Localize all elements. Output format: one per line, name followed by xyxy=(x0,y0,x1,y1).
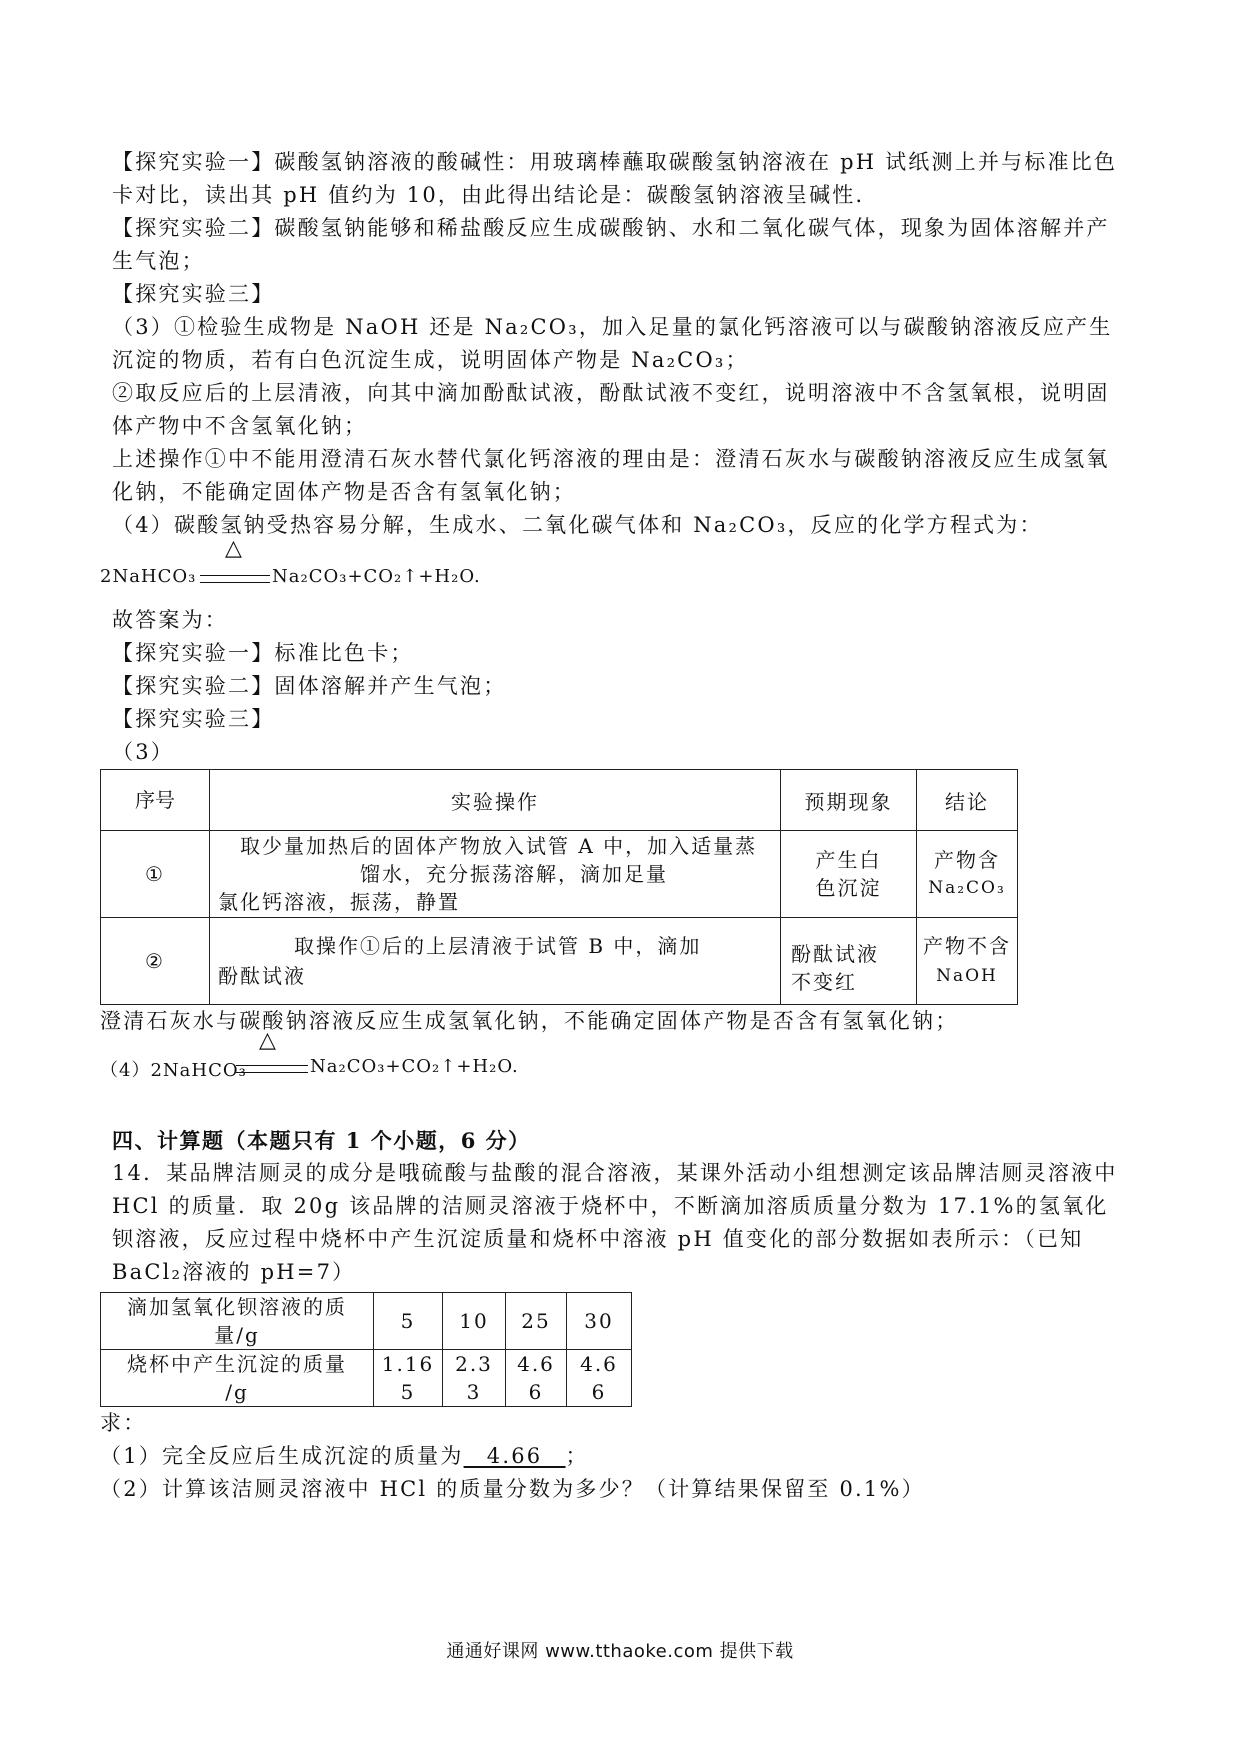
answer-q3-label: （3） xyxy=(112,740,174,764)
header-phenomenon: 预期现象 xyxy=(781,770,917,831)
paragraph-experiment-3-heading: 【探究实验三】 xyxy=(112,282,275,306)
question-14: 14．某品牌洁厕灵的成分是哦硫酸与盐酸的混合溶液，某课外活动小组想测定该品牌洁厕灵溶液中 HCl 的质量．取 20g 该品牌的洁厕灵溶液于烧杯中，不断滴加溶质质量分数为 17.1%的氢氧化钡溶液，反应过程中烧杯中产生沉淀质量和烧杯中溶液 pH 值变化的部分数据如表所示：（已知 BaCl₂溶液的 pH=7） xyxy=(112,1161,1118,1284)
table-header-row xyxy=(101,770,1018,831)
row2-conclusion: 产物不含 NaOH xyxy=(917,918,1018,1005)
chemical-equation-1 xyxy=(100,536,1130,604)
equation-double-line xyxy=(236,1065,308,1073)
value-cell: 10 xyxy=(443,1293,506,1350)
table-row xyxy=(101,1350,632,1407)
header-conclusion: 结论 xyxy=(917,770,1018,831)
value-cell: 4.6 6 xyxy=(506,1350,567,1407)
equation-products: Na₂CO₃+CO₂↑+H₂O. xyxy=(272,566,481,587)
section-heading-calculation: 四、计算题（本题只有 1 个小题，6 分） xyxy=(112,1128,531,1153)
header-operation: 实验操作 xyxy=(210,770,781,831)
row1-operation: 取少量加热后的固体产物放入试管 A 中，加入适量蒸 馏水，充分振荡溶解，滴加足量 氯化钙溶液，振荡，静置 xyxy=(210,831,781,918)
answer-experiment-3: 【探究实验三】 xyxy=(112,707,275,731)
answer-intro: 故答案为： xyxy=(112,608,228,632)
equation-products: Na₂CO₃+CO₂↑+H₂O. xyxy=(310,1056,519,1077)
row2-serial: ② xyxy=(101,918,210,1005)
row2-operation: 取操作①后的上层清液于试管 B 中，滴加 酚酞试液 xyxy=(210,918,781,1005)
header-serial: 序号 xyxy=(101,770,210,831)
sub-question-1: （1）完全反应后生成沉淀的质量为 4.66 ； xyxy=(100,1444,589,1468)
value-cell: 30 xyxy=(567,1293,632,1350)
value-cell: 4.6 6 xyxy=(567,1350,632,1407)
table-row xyxy=(101,1293,632,1350)
table-row xyxy=(101,831,1018,918)
value-cell: 25 xyxy=(506,1293,567,1350)
table-row xyxy=(101,918,1018,1005)
heat-delta-icon: △ xyxy=(225,536,243,561)
paragraph-q3-step2: ②取反应后的上层清液，向其中滴加酚酞试液，酚酞试液不变红，说明溶液中不含氢氧根，说明固体产物中不含氢氧化钠； xyxy=(112,381,1110,438)
equation-reactant: 2NaHCO₃ xyxy=(100,566,197,587)
ask-label: 求： xyxy=(100,1411,147,1435)
equation-double-line xyxy=(200,575,270,583)
paragraph-limewater-reason: 上述操作①中不能用澄清石灰水替代氯化钙溶液的理由是：澄清石灰水与碳酸钠溶液反应生成氢氧化钠，不能确定固体产物是否含有氢氧化钠； xyxy=(112,447,1110,504)
row-label-mass-added: 滴加氢氧化钡溶液的质 量/g xyxy=(101,1293,374,1350)
row1-serial: ① xyxy=(101,831,210,918)
paragraph-q3-step1: （3）①检验生成物是 NaOH 还是 Na₂CO₃，加入足量的氯化钙溶液可以与碳酸钠溶液反应产生沉淀的物质，若有白色沉淀生成，说明固体产物是 Na₂CO₃； xyxy=(112,315,1113,372)
paragraph-experiment-1: 【探究实验一】碳酸氢钠溶液的酸碱性：用玻璃棒蘸取碳酸氢钠溶液在 pH 试纸测上并与标准比色卡对比，读出其 pH 值约为 10，由此得出结论是：碳酸氢钠溶液呈碱性． xyxy=(112,150,1118,207)
row1-phenomenon: 产生白 色沉淀 xyxy=(781,831,917,918)
row1-conclusion: 产物含 Na₂CO₃ xyxy=(917,831,1018,918)
answer-blank: 4.66 xyxy=(463,1444,566,1468)
heat-delta-icon: △ xyxy=(259,1028,277,1053)
document-page xyxy=(100,146,1130,1506)
answer-experiment-1: 【探究实验一】标准比色卡； xyxy=(112,641,414,665)
page-footer: 通通好课网 www.tthaoke.com 提供下载 xyxy=(446,1641,794,1662)
equation-reactant: （4）2NaHCO₃ xyxy=(100,1060,247,1081)
experiment-table xyxy=(100,769,1018,1005)
answer-experiment-2: 【探究实验二】固体溶解并产生气泡； xyxy=(112,674,507,698)
value-cell: 2.3 3 xyxy=(443,1350,506,1407)
value-cell: 5 xyxy=(374,1293,443,1350)
chemical-equation-2 xyxy=(100,1028,1130,1096)
paragraph-experiment-2: 【探究实验二】碳酸氢钠能够和稀盐酸反应生成碳酸钠、水和二氧化碳气体，现象为固体溶解并产生气泡； xyxy=(112,216,1110,273)
data-table xyxy=(100,1292,632,1407)
row-label-precipitate-mass: 烧杯中产生沉淀的质量 /g xyxy=(101,1350,374,1407)
value-cell: 1.16 5 xyxy=(374,1350,443,1407)
paragraph-q4: （4）碳酸氢钠受热容易分解，生成水、二氧化碳气体和 Na₂CO₃，反应的化学方程式为： xyxy=(112,513,1043,537)
answer-limewater-reason: 澄清石灰水与碳酸钠溶液反应生成氢氧化钠，不能确定固体产物是否含有氢氧化钠； xyxy=(100,1009,959,1033)
sub-question-2: （2）计算该洁厕灵溶液中 HCl 的质量分数为多少？（计算结果保留至 0.1%） xyxy=(100,1477,925,1501)
row2-phenomenon: 酚酞试液 不变红 xyxy=(781,918,917,1005)
